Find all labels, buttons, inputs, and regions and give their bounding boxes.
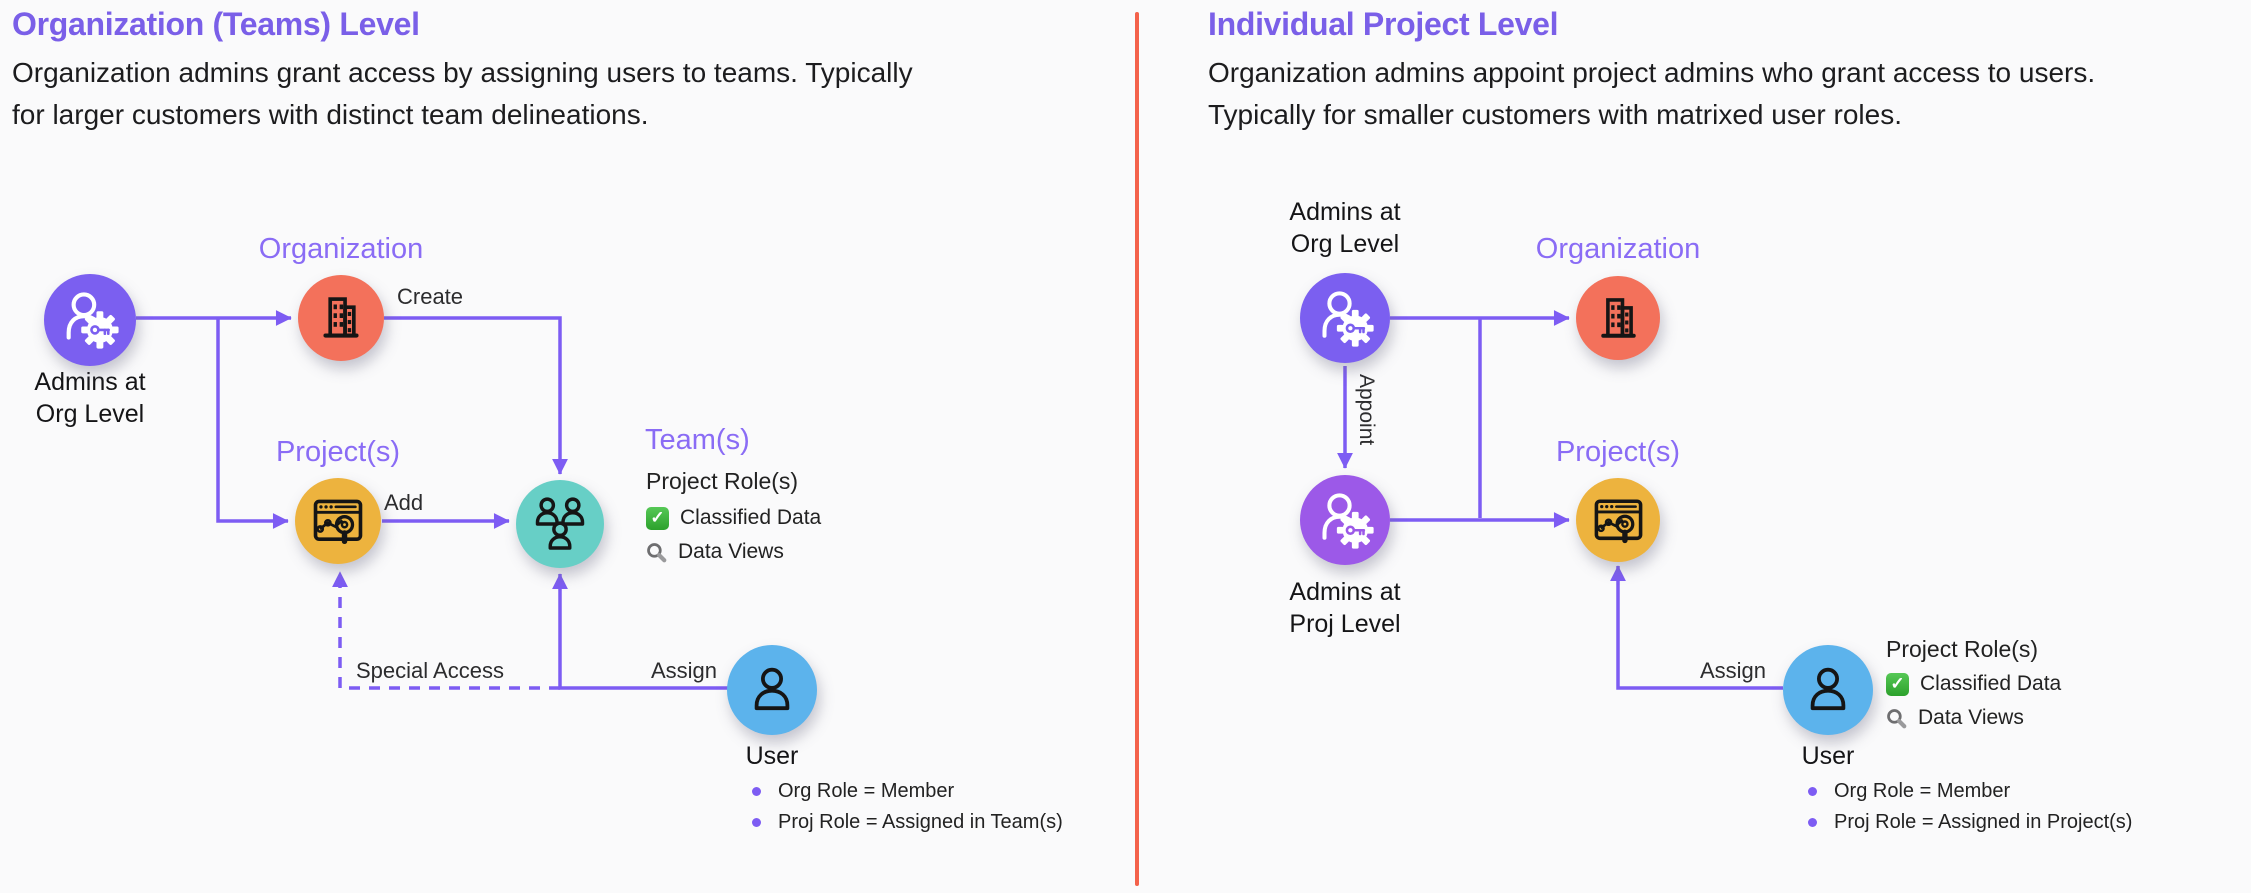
green-check-icon: ✓ bbox=[1886, 673, 1909, 696]
left-projects-label: Project(s) bbox=[275, 436, 401, 468]
people-group-icon bbox=[530, 494, 590, 554]
left-admins-org-label-line2: Org Level bbox=[35, 400, 145, 428]
person-icon bbox=[744, 662, 800, 718]
right-admins-org-label-line1: Admins at bbox=[1289, 198, 1401, 226]
right-admins-proj-label-line1: Admins at bbox=[1289, 578, 1401, 606]
left-edge-create-label: Create bbox=[397, 284, 464, 309]
bullet-dot bbox=[752, 787, 761, 796]
left-roles-title: Project Role(s) bbox=[646, 468, 799, 494]
admin-gear-key-icon bbox=[58, 288, 122, 352]
right-user-bullets bbox=[1808, 780, 2132, 833]
right-panel-description bbox=[1208, 52, 2095, 136]
right-user-bullet-1 bbox=[1808, 780, 2132, 802]
left-role-data-views bbox=[646, 540, 784, 564]
left-admins-org-label bbox=[0, 366, 180, 430]
magnifier-icon bbox=[646, 542, 667, 563]
left-user-bullet-2-text: Proj Role = Assigned in Team(s) bbox=[778, 810, 1063, 833]
left-desc-line2: for larger customers with distinct team delineations. bbox=[12, 99, 649, 130]
left-panel-title: Organization (Teams) Level bbox=[12, 6, 420, 42]
left-role-classified-label: Classified Data bbox=[680, 506, 822, 529]
right-role-classified bbox=[1886, 672, 2061, 696]
left-user-bullet-1 bbox=[752, 780, 1063, 802]
right-user-bullet-2-text: Proj Role = Assigned in Project(s) bbox=[1834, 810, 2133, 833]
right-user-label: User bbox=[1801, 742, 1855, 770]
admin-gear-key-icon bbox=[1314, 287, 1377, 350]
person-icon bbox=[1800, 662, 1856, 718]
left-role-classified bbox=[646, 506, 821, 530]
left-organization-label: Organization bbox=[258, 233, 424, 265]
left-admins-org-node bbox=[44, 274, 136, 366]
left-user-bullet-2 bbox=[752, 811, 1063, 833]
admin-gear-key-icon bbox=[1314, 489, 1377, 552]
left-teams-node bbox=[516, 480, 604, 568]
browser-analytics-icon bbox=[1590, 492, 1647, 549]
left-edge-add-label: Add bbox=[384, 490, 424, 515]
right-projects-label: Project(s) bbox=[1555, 436, 1681, 468]
bullet-dot bbox=[1808, 818, 1817, 827]
right-admins-org-label-line2: Org Level bbox=[1290, 230, 1400, 258]
right-desc-line2: Typically for smaller customers with matrixed user roles. bbox=[1208, 99, 1902, 130]
right-roles-title: Project Role(s) bbox=[1886, 636, 2039, 662]
left-projects-node bbox=[295, 478, 381, 564]
left-desc-line1: Organization admins grant access by assigning users to teams. Typically bbox=[12, 57, 913, 88]
right-organization-label: Organization bbox=[1535, 233, 1701, 265]
browser-analytics-icon bbox=[309, 492, 367, 550]
green-check-icon: ✓ bbox=[646, 507, 669, 530]
right-edge-assign-label: Assign bbox=[1700, 658, 1767, 683]
panel-divider bbox=[1135, 12, 1139, 886]
bullet-dot bbox=[1808, 787, 1817, 796]
right-admins-proj-label bbox=[1255, 576, 1435, 640]
building-icon bbox=[1592, 292, 1645, 345]
left-user-label: User bbox=[745, 742, 799, 770]
left-user-bullets bbox=[752, 780, 1063, 833]
bullet-dot bbox=[752, 818, 761, 827]
left-edge-assign-label: Assign bbox=[651, 658, 718, 683]
right-admins-proj-node bbox=[1300, 475, 1390, 565]
right-panel-title: Individual Project Level bbox=[1208, 6, 1559, 42]
left-user-node bbox=[727, 645, 817, 735]
edge-admins-to-projects bbox=[218, 318, 288, 521]
building-icon bbox=[314, 291, 368, 345]
left-panel-description bbox=[12, 52, 913, 136]
right-admins-proj-label-line2: Proj Level bbox=[1289, 610, 1401, 638]
magnifier-icon bbox=[1886, 708, 1907, 729]
right-user-bullet-2 bbox=[1808, 811, 2132, 833]
right-role-classified-label: Classified Data bbox=[1920, 672, 2062, 695]
right-role-data-views bbox=[1886, 706, 2024, 730]
right-edge-appoint-label: Appoint bbox=[1355, 374, 1378, 446]
left-user-bullet-1-text: Org Role = Member bbox=[778, 779, 955, 802]
left-edge-special-access-label: Special Access bbox=[356, 658, 504, 683]
right-organization-node bbox=[1576, 276, 1660, 360]
right-admins-org-node bbox=[1300, 273, 1390, 363]
right-projects-node bbox=[1576, 478, 1660, 562]
right-desc-line1: Organization admins appoint project admins who grant access to users. bbox=[1208, 57, 2096, 88]
right-user-bullet-1-text: Org Role = Member bbox=[1834, 779, 2011, 802]
left-role-data-views-label: Data Views bbox=[678, 540, 784, 563]
left-teams-label: Team(s) bbox=[645, 424, 750, 456]
left-admins-org-label-line1: Admins at bbox=[34, 368, 146, 396]
right-role-data-views-label: Data Views bbox=[1918, 706, 2024, 729]
right-user-node bbox=[1783, 645, 1873, 735]
right-admins-org-label bbox=[1255, 196, 1435, 260]
left-organization-node bbox=[298, 275, 384, 361]
